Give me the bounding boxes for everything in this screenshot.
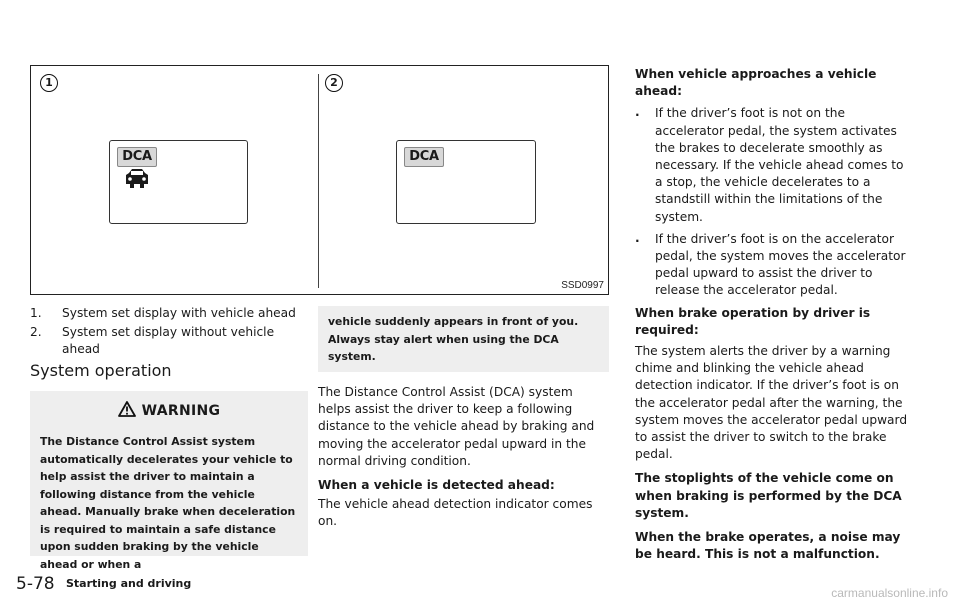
figure-dca-displays [30,65,609,295]
noise-note: When the brake operates, a noise may be heard. This is not a malfunction. [635,530,901,562]
warning-title: WARNING [30,391,308,420]
page-number: 5-78 [16,574,55,594]
middle-column [318,384,609,538]
vehicle-detected-text: The vehicle ahead detection indicator comes on. [318,497,593,529]
dca-indicator-badge: DCA [117,147,157,167]
figure-divider [318,74,319,288]
caption-item: 2. System set display without vehicle ahead [30,325,275,357]
watermark: carmanualsonline.info [831,586,948,600]
warning-text-continued: vehicle suddenly appears in front of you. Always stay alert when using the DCA system. [328,315,579,363]
warning-triangle-icon [118,401,136,417]
dca-indicator-badge: DCA [404,147,444,167]
figure-label-2: 2 [325,74,343,92]
brake-required-text: The system alerts the driver by a warning chime and blinking the vehicle ahead detection indicator. If the driver’s foot is on the accelerator pedal after the warning, the system moves the accelerator pedal upward to assist the driver to switch to the brake pedal. [635,344,908,462]
display-panel-with-vehicle [109,140,248,224]
warning-text: The Distance Control Assist system automatically decelerates your vehicle to help assist the driver to maintain a following distance from the vehicle ahead. Manually brake when deceleration is required to maintain a safe distance upon sudden braking by the vehicle ahead or when a [40,435,296,571]
stoplights-note: The stoplights of the vehicle come on when braking is performed by the DCA system. [635,471,902,520]
caption-item: 1. System set display with vehicle ahead [30,306,296,320]
section-heading: System operation [30,361,172,380]
figure-code: SSD0997 [561,280,604,291]
list-item: . If the driver’s foot is not on the accelerator pedal, the system activates the brakes to decelerate smoothly as necessary. If the vehicle ahead comes to a stop, the vehicle decelerates to a standstill within the limitations of the system. [635,105,904,224]
display-panel-without-vehicle [396,140,536,224]
brake-required-heading: When brake operation by driver is required: [635,305,871,337]
footer-section-title: Starting and driving [66,577,192,590]
figure-label-1: 1 [40,74,58,92]
list-item: . If the driver’s foot is on the accelerator pedal, the system moves the accelerator pedal upward to assist the driver to release the accelerator pedal. [635,230,906,298]
car-icon [124,169,150,189]
figure-captions [30,305,308,361]
right-column [635,66,913,570]
warning-box-continued [318,306,609,372]
vehicle-detected-heading: When a vehicle is detected ahead: [318,478,555,493]
warning-box [30,391,308,571]
dca-intro-paragraph: The Distance Control Assist (DCA) system helps assist the driver to keep a following distance to the vehicle ahead by braking and moving the accelerator pedal upward in the normal driving condition. [318,385,595,468]
approach-heading: When vehicle approaches a vehicle ahead: [635,67,877,99]
